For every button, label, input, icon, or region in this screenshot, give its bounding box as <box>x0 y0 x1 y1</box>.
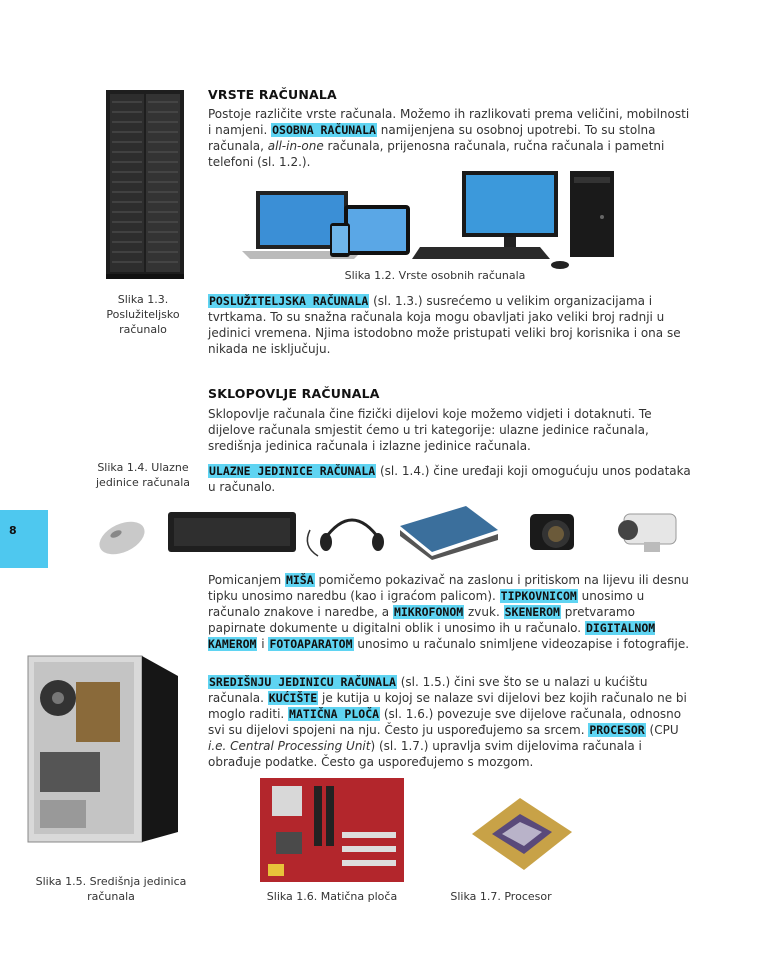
section-title-vrste: VRSTE RAČUNALA <box>208 87 337 102</box>
highlight-fotoaparatom: FOTOAPARATOM <box>269 637 353 651</box>
highlight-sredisnju-jedinicu: SREDIŠNJU JEDINICU RAČUNALA <box>209 675 396 689</box>
caption-1-6: Slika 1.6. Matična ploča <box>266 890 398 903</box>
paragraph-ulazne: ULAZNE JEDINICE RAČUNALA (sl. 1.4.) čine uređaji koji omogućuju unos podataka u računalo. <box>208 464 691 494</box>
section-title-sklopovlje: SKLOPOVLJE RAČUNALA <box>208 386 380 401</box>
caption-1-3: Slika 1.3. Poslužiteljsko računalo <box>106 293 180 336</box>
highlight-misa: MIŠA <box>285 573 314 587</box>
highlight-ulazne: ULAZNE JEDINICE RAČUNALA <box>209 464 376 478</box>
paragraph-osobna-racunala: Postoje različite vrste računala. Možemo ih razlikovati prema veličini, mobilnosti i namjeni. OSOBNA RAČUNALA namijenjena su osobnoj upotrebi. To su stolna računala, all-in-one računala, prijenosna računala, ručna računala i pametni telefoni (sl. 1.2.). <box>208 107 690 169</box>
processor-image <box>462 792 582 876</box>
page-number: 8 <box>9 524 17 537</box>
caption-1-4: Slika 1.4. Ulazne jedinice računala <box>96 461 190 489</box>
highlight-tipkovnicom: TIPKOVNICOM <box>500 589 577 603</box>
caption-1-2: Slika 1.2. Vrste osobnih računala <box>344 269 526 282</box>
paragraph-sklopovlje: Sklopovlje računala čine fizički dijelovi koje možemo vidjeti i dotaknuti. Te dijelove računala smjestit ćemo u tri kategorije: ulazne jedinice računala, središnja jedinica računala i izlazne jedinice računala. <box>208 407 652 453</box>
highlight-posluziteljska: POSLUŽITELJSKA RAČUNALA <box>209 294 369 308</box>
highlight-kuciste: KUĆIŠTE <box>268 691 318 705</box>
paragraph-sredisnja: SREDIŠNJU JEDINICU RAČUNALA (sl. 1.5.) čini sve što se u nalazi u kućištu računala. KUĆIŠTE je kutija u kojoj se nalaze svi dijelovi bez kojih računalo ne bi moglo raditi. MATIČNA PLOČA (sl. 1.6.) povezuje sve dijelove računala, odnosno svi su dijelovi spojeni na nju. Često ju uspoređujemo sa srcem. PROCESOR (CPU i.e. Central Processing Unit) (sl. 1.7.) upravlja svim dijelovima računala i obrađuje podatke. Često ga uspoređujemo s mozgom. <box>208 675 687 769</box>
input-devices-image <box>96 500 690 562</box>
highlight-mikrofonom: MIKROFONOM <box>393 605 464 619</box>
caption-1-7: Slika 1.7. Procesor <box>450 890 552 903</box>
highlight-digitalnom-kamerom: DIGITALNOM KAMEROM <box>208 621 656 651</box>
highlight-maticna-ploca: MATIČNA PLOČA <box>289 707 380 721</box>
server-rack-image <box>104 90 186 280</box>
highlight-procesor: PROCESOR <box>589 723 645 737</box>
motherboard-image <box>258 776 406 884</box>
paragraph-uredaji: Pomicanjem MIŠA pomičemo pokazivač na zaslonu i pritiskom na lijevu ili desnu tipku unosimo naredbu (kao i igraćom palicom). TIPKOVNICOM unosimo u računalo znakove i naredbe, a MIKROFONOM zvuk. SKENEROM pretvaramo papirnate dokumente u digitalni oblik i unosimo ih u računalo. DIGITALNOM KAMEROM i FOTOAPARATOM unosimo u računalo snimljene videozapise i fotografije. <box>208 573 690 651</box>
page-number-tab <box>0 510 48 568</box>
computer-case-image <box>22 652 182 848</box>
highlight-osobna-racunala: OSOBNA RAČUNALA <box>272 123 376 137</box>
paragraph-posluziteljska: POSLUŽITELJSKA RAČUNALA (sl. 1.3.) susrećemo u velikim organizacijama i tvrtkama. To su snažna računala koja mogu obavljati jako veliki broj radnji u jedinici vremena. Njima istodobno može pristupati veliki broj korisnika i ona se nikada ne isključuju. <box>208 294 681 356</box>
highlight-skenerom: SKENEROM <box>504 605 560 619</box>
personal-computers-image <box>236 165 624 273</box>
caption-1-5: Slika 1.5. Središnja jedinica računala <box>35 875 187 903</box>
